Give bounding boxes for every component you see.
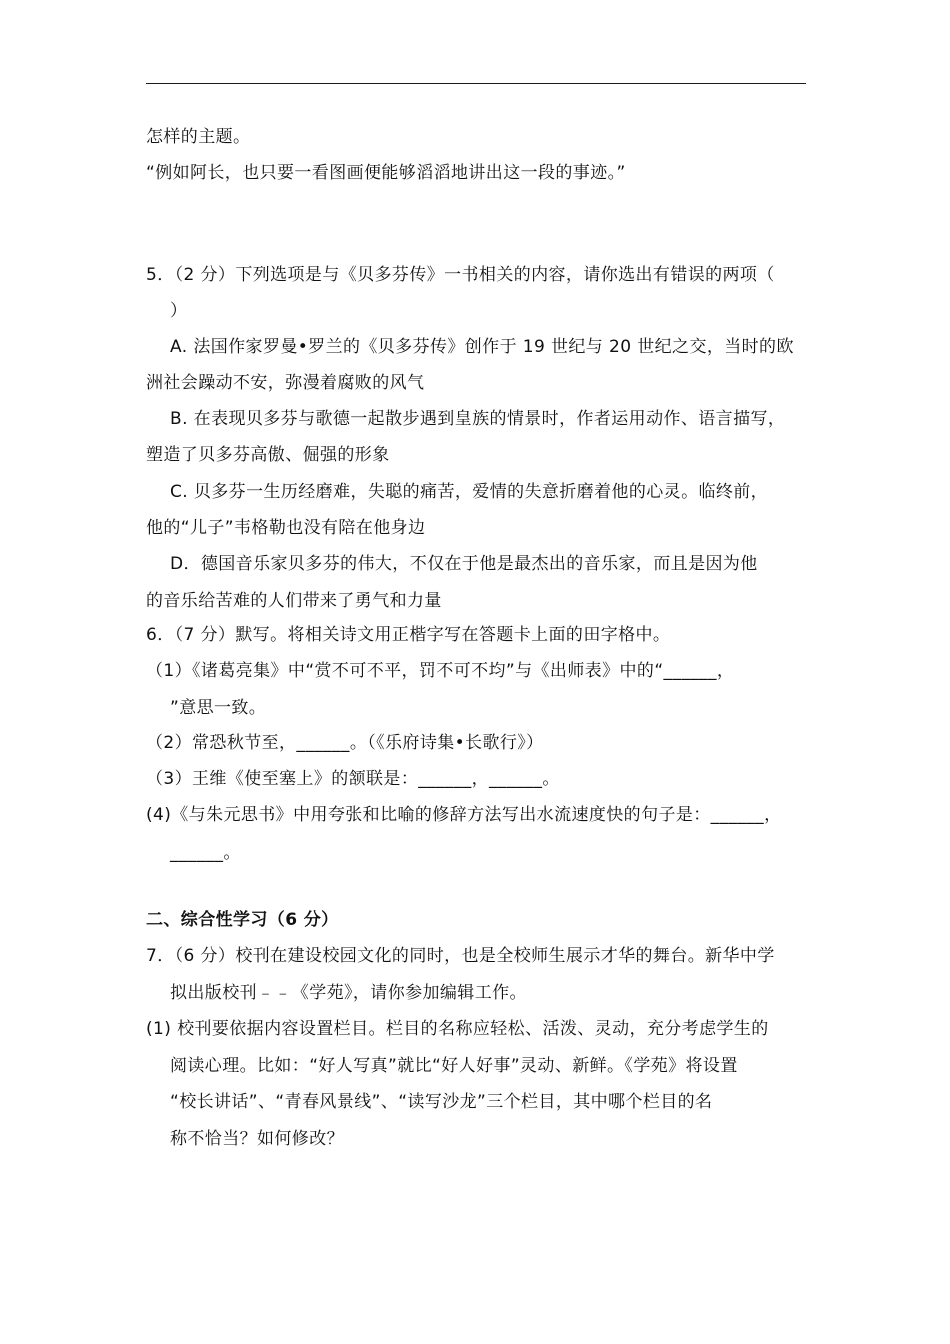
question-6-stem: 6．（7 分）默写。将相关诗文用正楷字写在答题卡上面的田字格中。	[146, 625, 671, 645]
header-rule	[146, 83, 806, 84]
question-5-paren: ）	[170, 301, 188, 321]
option-a: A. 法国作家罗曼•罗兰的《贝多芬传》创作于 19 世纪与 20 世纪之交，当时的欧	[170, 337, 794, 357]
option-d: D．德国音乐家贝多芬的伟大，不仅在于他是最杰出的音乐家，而且是因为他	[170, 554, 758, 574]
question-7-part-1-cont: 称不恰当？如何修改？	[170, 1129, 344, 1149]
question-7-stem-cont: 拟出版校刊﹣﹣《学苑》，请你参加编辑工作。	[170, 983, 527, 1003]
question-6-part-1: （1）《诸葛亮集》中“赏不可不平，罚不可不均”与《出师表》中的“______，	[146, 661, 735, 681]
section-heading: 二、综合性学习（6 分）	[146, 910, 339, 930]
question-7-part-1: (1) 校刊要依据内容设置栏目。栏目的名称应轻松、活泼、灵动，充分考虑学生的	[146, 1019, 769, 1039]
question-7-stem: 7．（6 分）校刊在建设校园文化的同时，也是全校师生展示才华的舞台。新华中学	[146, 946, 775, 966]
option-c-cont: 他的“儿子”韦格勒也没有陪在他身边	[146, 518, 426, 538]
question-6-part-1-cont: ”意思一致。	[170, 698, 267, 718]
option-a-cont: 洲社会躁动不安，弥漫着腐败的风气	[146, 373, 425, 393]
text-line: “例如阿长，也只要一看图画便能够滔滔地讲出这一段的事迹。”	[146, 163, 626, 183]
option-b: B. 在表现贝多芬与歌德一起散步遇到皇族的情景时，作者运用动作、语言描写，	[170, 409, 786, 429]
question-7-part-1-cont: 阅读心理。比如：“好人写真”就比“好人好事”灵动、新鲜。《学苑》将设置	[170, 1056, 738, 1076]
question-6-part-4: (4)《与朱元思书》中用夸张和比喻的修辞方法写出水流速度快的句子是：______，	[146, 805, 782, 825]
text-line: 怎样的主题。	[146, 127, 251, 147]
option-c: C. 贝多芬一生历经磨难，失聪的痛苦，爱情的失意折磨着他的心灵。临终前，	[170, 482, 769, 502]
option-d-cont: 的音乐给苦难的人们带来了勇气和力量	[146, 591, 442, 611]
question-6-part-2: （2）常恐秋节至，______。（《乐府诗集•长歌行》）	[146, 733, 544, 753]
question-6-part-4-cont: ______。	[170, 843, 241, 863]
question-5-stem: 5．（2 分）下列选项是与《贝多芬传》一书相关的内容，请你选出有错误的两项（	[146, 265, 775, 285]
question-6-part-3: （3）王维《使至塞上》的颔联是：______，______。	[146, 769, 560, 789]
option-b-cont: 塑造了贝多芬高傲、倔强的形象	[146, 445, 390, 465]
question-7-part-1-cont: “校长讲话”、“青春风景线”、“读写沙龙”三个栏目，其中哪个栏目的名	[170, 1092, 713, 1112]
